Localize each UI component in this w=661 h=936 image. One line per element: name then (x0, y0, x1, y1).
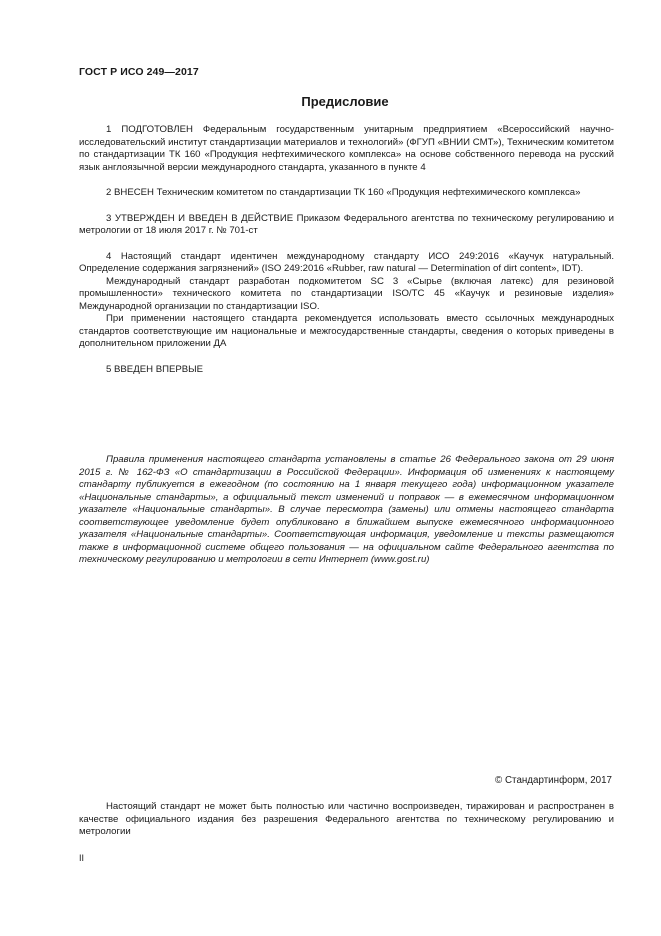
section-4: 4 Настоящий стандарт идентичен международному стандарту ИСО 249:2016 «Каучук натуральный. Определение содержания загрязнений» (ISO 249:2016 «Rubber, raw natural — Determination of dirt content», IDT). (79, 250, 614, 274)
document-header: ГОСТ Р ИСО 249—2017 (79, 66, 199, 78)
rules-note-text: Правила применения настоящего стандарта установлены в статье 26 Федерального закона от 29 июня 2015 г. № 162-ФЗ «О стандартизации в Российской Федерации». Информация об изменениях к настоящему стандарту публикуется в ежегодном (по состоянию на 1 января текущего года) информационном указателе «Национальные стандарты», а официальный текст изменений и поправок — в ежемесячном информационном указателе «Национальные стандарты». В случае пересмотра (замены) или отмены настоящего стандарта соответствующее уведомление будет опубликовано в ближайшем выпуске ежемесячного информационного указателя «Национальные стандарты». Соответствующая информация, уведомление и тексты размещаются также в информационной системе общего пользования — на официальном сайте Федерального агентства по техническому регулированию и метрологии в сети Интернет (www.gost.ru) (79, 454, 614, 565)
page-title: Предисловие (301, 94, 389, 109)
section-3: 3 УТВЕРЖДЕН И ВВЕДЕН В ДЕЙСТВИЕ Приказом Федерального агентства по техническому регулированию и метрологии от 18 июля 2017 г. № 701-ст (79, 212, 614, 236)
rules-note (79, 454, 614, 567)
reproduction-notice (79, 801, 614, 839)
section-2: 2 ВНЕСЕН Техническим комитетом по стандартизации ТК 160 «Продукция нефтехимического комплекса» (106, 187, 581, 198)
page-number: II (79, 853, 85, 863)
section-1: 1 ПОДГОТОВЛЕН Федеральным государственным унитарным предприятием «Всероссийский научно-исследовательский институт стандартизации материалов и технологий» (ФГУП «ВНИИ СМТ»), Техническим комитетом по стандартизации ТК 160 «Продукция нефтехимического комплекса» на основе собственного перевода на русский язык англоязычной версии международного стандарта, указанного в пункте 4 (79, 124, 614, 173)
section-4-paragraph-3: При применении настоящего стандарта рекомендуется использовать вместо ссылочных международных стандартов соответствующие им национальные и межгосударственные стандарты, сведения о которых приведены в дополнительном приложении ДА (79, 313, 614, 349)
section-4-paragraph-2: Международный стандарт разработан подкомитетом SC 3 «Сырье (включая латекс) для резиновой промышленности» технического комитета по стандартизации ISO/TC 45 «Каучук и резиновые изделия» Международной организации по стандартизации ISO. (79, 275, 614, 312)
foreword-body (79, 124, 614, 376)
reproduction-notice-text: Настоящий стандарт не может быть полностью или частично воспроизведен, тиражирован и распространен в качестве официального издания без разрешения Федерального агентства по техническому регулированию и метрологии (79, 801, 614, 837)
section-5: 5 ВВЕДЕН ВПЕРВЫЕ (106, 363, 204, 375)
copyright: © Стандартинформ, 2017 (495, 775, 612, 786)
